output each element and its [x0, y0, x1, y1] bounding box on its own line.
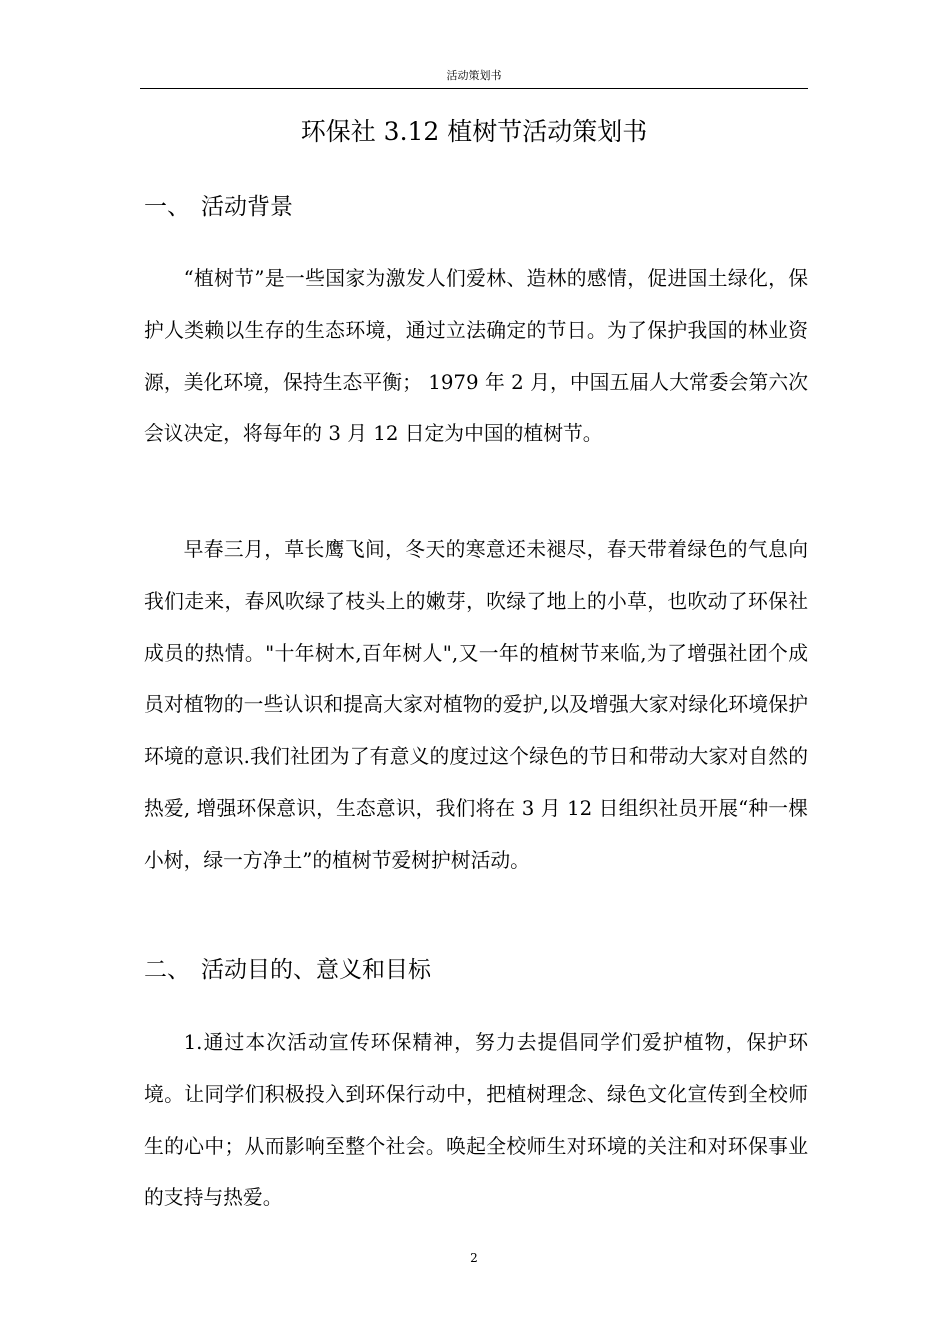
section-title: 活动目的、意义和目标 — [201, 957, 431, 983]
section-title: 活动背景 — [201, 194, 293, 220]
page-number: 2 — [470, 1251, 478, 1265]
section-number: 二、 — [144, 957, 190, 983]
section-heading-background — [144, 189, 808, 225]
paragraph: 早春三月，草长鹰飞间，冬天的寒意还未褪尽，春天带着绿色的气息向我们走来，春风吹绿了枝头上的嫩芽，吹绿了地上的小草，也吹动了环保社成员的热情。"十年树木,百年树人",又一年的植树节来临,为了增强社团个成员对植物的一些认识和提高大家对植物的爱护,以及增强大家对绿化环境保护环境的意识.我们社团为了有意义的度过这个绿色的节日和带动大家对自然的热爱, 增强环保意识，生态意识，我们将在 3 月 12 日组织社员开展“种一棵小树，绿一方净土”的植树节爱树护树活动。 — [144, 538, 808, 872]
document-title: 环保社 3.12 植树节活动策划书 — [300, 117, 648, 146]
paragraph: “植树节”是一些国家为激发人们爱林、造林的感情，促进国土绿化，保护人类赖以生存的生态环境，通过立法确定的节日。为了保护我国的林业资源，美化环境，保持生态平衡； 1979 年 2 月，中国五届人大常委会第六次会议决定，将每年的 3 月 12 日定为中国的植树节。 — [144, 267, 808, 446]
header-rule — [140, 88, 808, 89]
paragraph: 1.通过本次活动宣传环保精神，努力去提倡同学们爱护植物，保护环境。让同学们积极投入到环保行动中，把植树理念、绿色文化宣传到全校师生的心中；从而影响至整个社会。唤起全校师生对环境的关注和对环保事业的支持与热爱。 — [144, 1031, 808, 1210]
section-heading-purpose — [144, 952, 808, 988]
section-number: 一、 — [144, 194, 190, 220]
running-header: 活动策划书 — [446, 69, 502, 82]
